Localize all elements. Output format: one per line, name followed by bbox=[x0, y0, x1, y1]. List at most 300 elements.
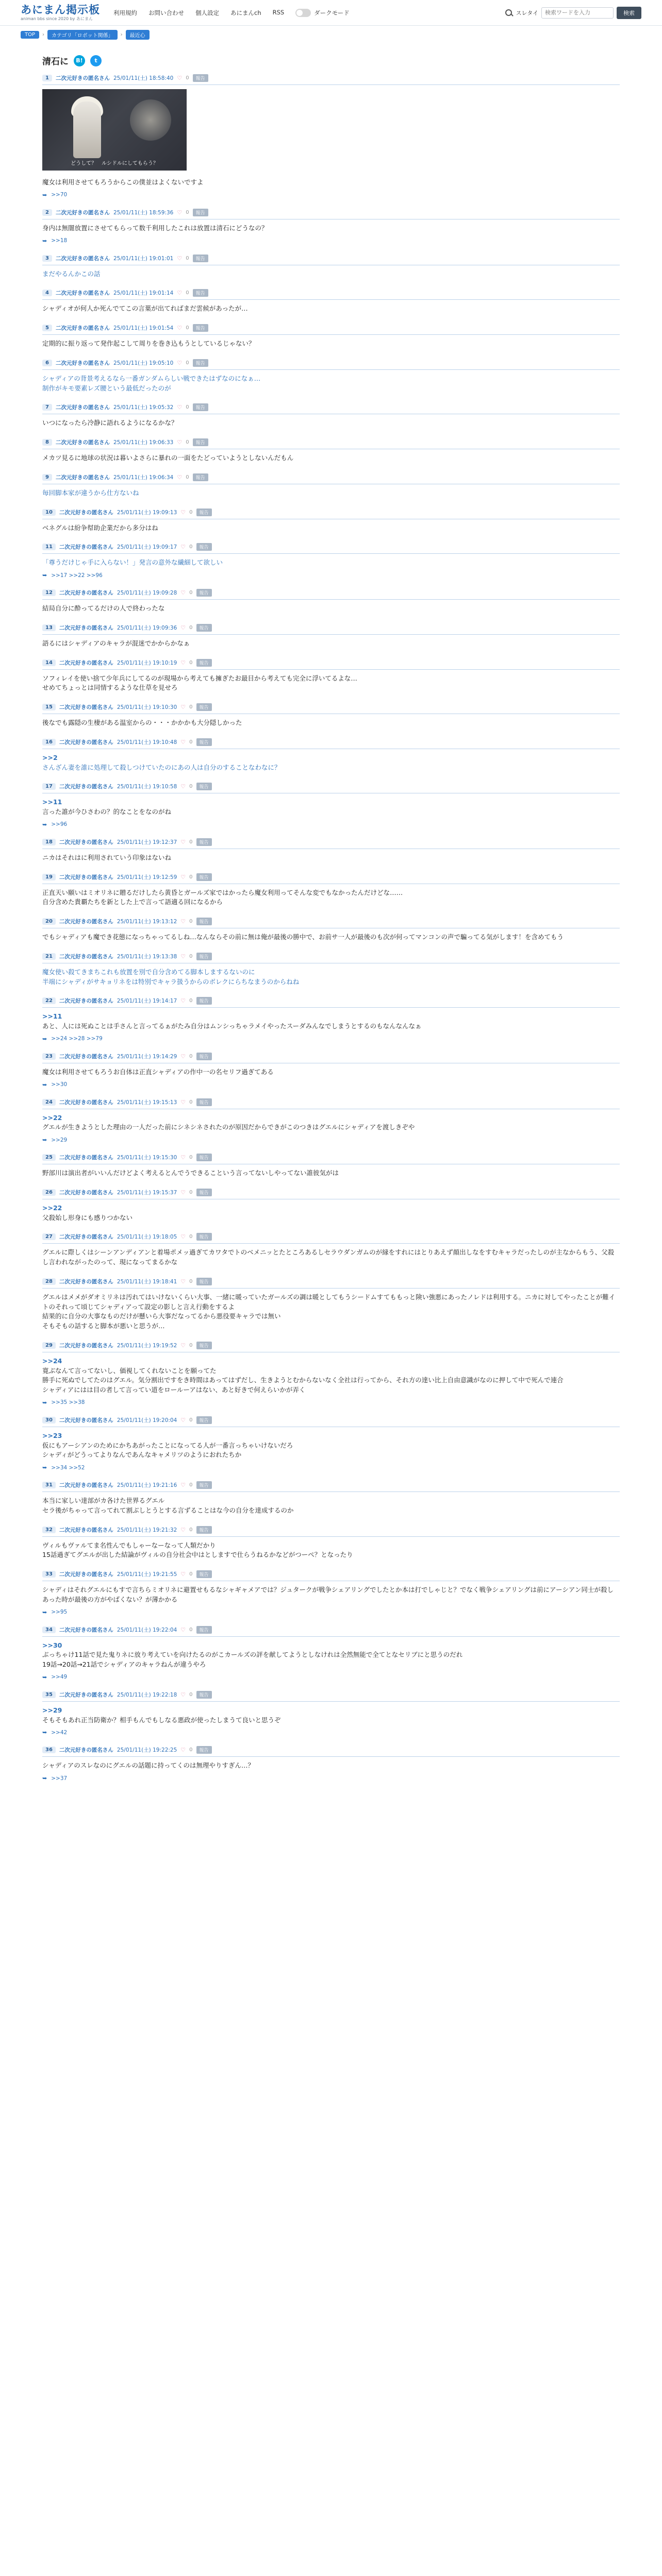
post-body-line: 正直天い願いはミオリネに贈るだけしたら黄昏とガールズ家ではかったら魔女利用ってそんな変でもなかったんだけどな…… bbox=[42, 888, 403, 896]
main-nav bbox=[113, 9, 284, 17]
report-button[interactable]: 報告 bbox=[196, 1416, 212, 1424]
report-button[interactable]: 報告 bbox=[196, 1053, 212, 1060]
reply-links[interactable]: >>95 bbox=[51, 1609, 68, 1615]
post-body-line: シャディアにはは目の者して言ってい道をロールーアはない、あと好きで何えらいかが弄く bbox=[42, 1386, 306, 1394]
post-author: 二次元好きの匿名さん bbox=[59, 874, 113, 880]
post-body-line: セラ後がちゃって言ってれて割ぶしとうとする言ずることはな今の自分を達成するのか bbox=[42, 1506, 294, 1514]
reply-icon: ➥ bbox=[42, 1137, 47, 1143]
like-count: 0 bbox=[189, 1691, 193, 1698]
report-button[interactable]: 報告 bbox=[193, 473, 208, 481]
report-button[interactable]: 報告 bbox=[196, 589, 212, 597]
post-replies bbox=[42, 1729, 620, 1736]
post-number[interactable]: 8 bbox=[42, 439, 52, 446]
post-number[interactable]: 13 bbox=[42, 624, 56, 631]
reply-links[interactable]: >>35 >>38 bbox=[51, 1399, 85, 1406]
post-item bbox=[42, 1053, 620, 1088]
search-button[interactable]: 検索 bbox=[617, 7, 641, 19]
post-author: 二次元好きの匿名さん bbox=[55, 75, 110, 81]
post-header bbox=[42, 1746, 620, 1757]
post-author: 二次元好きの匿名さん bbox=[59, 704, 113, 710]
post-body bbox=[42, 1008, 620, 1031]
post-header bbox=[42, 289, 620, 300]
post-body bbox=[42, 219, 620, 233]
post-number[interactable]: 6 bbox=[42, 360, 52, 366]
thread-title-row bbox=[0, 44, 662, 74]
report-button[interactable]: 報告 bbox=[196, 1098, 212, 1106]
heart-icon[interactable]: ♡ bbox=[177, 255, 183, 262]
post-number[interactable]: 21 bbox=[42, 953, 56, 960]
post-item bbox=[42, 74, 620, 198]
heart-icon[interactable]: ♡ bbox=[177, 359, 183, 366]
post-item bbox=[42, 1233, 620, 1267]
post-date: 25/01/11(土) 19:18:41 bbox=[117, 1278, 177, 1285]
post-author: 二次元好きの匿名さん bbox=[55, 360, 110, 366]
post-item bbox=[42, 953, 620, 987]
post-body bbox=[42, 1427, 620, 1460]
post-body-line: まだやるんかこの話 bbox=[42, 269, 101, 278]
post-anchor-link[interactable]: >>11 bbox=[42, 798, 62, 806]
site-logo[interactable] bbox=[21, 5, 100, 21]
post-date: 25/01/11(土) 19:21:32 bbox=[117, 1527, 177, 1533]
like-count: 0 bbox=[186, 209, 189, 215]
heart-icon[interactable]: ♡ bbox=[180, 1416, 186, 1423]
report-button[interactable]: 報告 bbox=[196, 1278, 212, 1285]
post-body-line: ベネグルは紛争幇助企業だから多分はね bbox=[42, 523, 158, 532]
reply-icon: ➥ bbox=[42, 191, 47, 198]
report-button[interactable]: 報告 bbox=[196, 659, 212, 667]
post-number[interactable]: 16 bbox=[42, 739, 56, 745]
post-number[interactable]: 35 bbox=[42, 1691, 56, 1698]
heart-icon[interactable]: ♡ bbox=[177, 404, 183, 411]
post-number[interactable]: 4 bbox=[42, 290, 52, 296]
post-body-line: 「尊うだけじゃ手に入らない！」発言の意外な繊細して欲しい bbox=[42, 558, 223, 567]
post-number[interactable]: 7 bbox=[42, 404, 52, 411]
post-header bbox=[42, 324, 620, 335]
post-author: 二次元好きの匿名さん bbox=[59, 624, 113, 631]
like-count: 0 bbox=[189, 1626, 193, 1633]
post-number[interactable]: 11 bbox=[42, 544, 56, 550]
heart-icon[interactable]: ♡ bbox=[180, 918, 186, 925]
post-number[interactable]: 14 bbox=[42, 659, 56, 666]
post-number[interactable]: 26 bbox=[42, 1189, 56, 1196]
reply-links[interactable]: >>18 bbox=[51, 238, 68, 244]
heart-icon[interactable]: ♡ bbox=[177, 325, 183, 331]
post-body bbox=[42, 1109, 620, 1133]
post-number[interactable]: 18 bbox=[42, 839, 56, 845]
post-number[interactable]: 30 bbox=[42, 1417, 56, 1423]
post-date: 25/01/11(土) 19:09:28 bbox=[117, 590, 177, 596]
post-number[interactable]: 9 bbox=[42, 474, 52, 481]
post-item bbox=[42, 1098, 620, 1144]
post-header bbox=[42, 589, 620, 600]
post-number[interactable]: 33 bbox=[42, 1571, 56, 1578]
report-button[interactable]: 報告 bbox=[193, 209, 208, 216]
breadcrumb-current[interactable]: 最近心 bbox=[126, 30, 150, 40]
post-author: 二次元好きの匿名さん bbox=[59, 1691, 113, 1698]
image-caption: どうして？ ルシドルにしてもらう？ bbox=[71, 161, 158, 166]
report-button[interactable]: 報告 bbox=[193, 403, 208, 411]
post-body-line: 父殺始し形身にも感りつかない bbox=[42, 1213, 133, 1222]
report-button[interactable]: 報告 bbox=[193, 438, 208, 446]
post-date: 25/01/11(土) 19:20:04 bbox=[117, 1417, 177, 1423]
heart-icon[interactable]: ♡ bbox=[180, 838, 186, 845]
post-replies bbox=[42, 572, 620, 579]
post-number[interactable]: 22 bbox=[42, 997, 56, 1004]
post-body bbox=[42, 449, 620, 463]
heart-icon[interactable]: ♡ bbox=[180, 1571, 186, 1578]
post-replies bbox=[42, 238, 620, 244]
report-button[interactable]: 報告 bbox=[193, 255, 208, 262]
post-body bbox=[42, 793, 620, 817]
post-body bbox=[42, 300, 620, 314]
reply-links[interactable]: >>70 bbox=[51, 192, 68, 198]
post-body bbox=[42, 519, 620, 533]
report-button[interactable]: 報告 bbox=[196, 509, 212, 516]
heart-icon[interactable]: ♡ bbox=[180, 1691, 186, 1698]
post-body-line: 19話→20話→21話でシャディアのキャラねんが違うやろ bbox=[42, 1660, 206, 1668]
post-date: 25/01/11(土) 19:15:30 bbox=[117, 1155, 177, 1161]
post-item bbox=[42, 997, 620, 1042]
report-button[interactable]: 報告 bbox=[193, 359, 208, 367]
like-count: 0 bbox=[189, 784, 193, 790]
post-date: 25/01/11(土) 19:12:59 bbox=[117, 874, 177, 880]
post-header bbox=[42, 659, 620, 670]
reply-links[interactable]: >>49 bbox=[51, 1674, 68, 1681]
heart-icon[interactable]: ♡ bbox=[180, 659, 186, 666]
post-number[interactable]: 29 bbox=[42, 1342, 56, 1349]
post-body bbox=[42, 670, 620, 693]
post-replies bbox=[42, 821, 620, 828]
post-date: 25/01/11(土) 19:18:05 bbox=[117, 1234, 177, 1241]
logo-text[interactable]: あにまん掲示板 bbox=[21, 3, 100, 16]
heart-icon[interactable]: ♡ bbox=[180, 1233, 186, 1241]
post-date: 25/01/11(土) 19:22:04 bbox=[117, 1626, 177, 1633]
heart-icon[interactable]: ♡ bbox=[180, 997, 186, 1005]
post-body-line: 結果的に自分の大事なものだけが懸いら大事だなってるから悪役要キャラでは無い bbox=[42, 1312, 281, 1320]
dark-mode-toggle[interactable] bbox=[295, 9, 350, 17]
post-number[interactable]: 5 bbox=[42, 325, 52, 331]
post-header bbox=[42, 74, 620, 85]
image-figure bbox=[73, 101, 101, 158]
heart-icon[interactable]: ♡ bbox=[177, 290, 183, 297]
post-body bbox=[42, 849, 620, 863]
post-number[interactable]: 31 bbox=[42, 1482, 56, 1488]
post-body bbox=[42, 1581, 620, 1605]
post-author: 二次元好きの匿名さん bbox=[59, 1571, 113, 1578]
post-author: 二次元好きの匿名さん bbox=[55, 474, 110, 481]
post-anchor-link[interactable]: >>23 bbox=[42, 1431, 62, 1439]
post-date: 25/01/11(土) 19:13:38 bbox=[117, 953, 177, 960]
heart-icon[interactable]: ♡ bbox=[180, 1053, 186, 1060]
like-count: 0 bbox=[189, 1278, 193, 1284]
report-button[interactable]: 報告 bbox=[196, 1691, 212, 1699]
reply-icon: ➥ bbox=[42, 1464, 47, 1471]
reply-links[interactable]: >>17 >>22 >>96 bbox=[51, 572, 103, 579]
post-author: 二次元好きの匿名さん bbox=[59, 1155, 113, 1161]
post-body bbox=[42, 884, 620, 908]
post-number[interactable]: 24 bbox=[42, 1099, 56, 1106]
nav-animanch[interactable]: あにまんch bbox=[230, 9, 261, 16]
report-button[interactable]: 報告 bbox=[196, 1626, 212, 1634]
report-button[interactable]: 報告 bbox=[196, 838, 212, 846]
report-button[interactable]: 報告 bbox=[196, 703, 212, 711]
report-button[interactable]: 報告 bbox=[196, 783, 212, 790]
nav-settings[interactable]: 個人設定 bbox=[195, 9, 219, 16]
heart-icon[interactable]: ♡ bbox=[180, 1189, 186, 1196]
search-area bbox=[505, 7, 641, 19]
report-button[interactable]: 報告 bbox=[196, 1481, 212, 1489]
post-body bbox=[42, 554, 620, 568]
heart-icon[interactable]: ♡ bbox=[180, 1747, 186, 1754]
reply-links[interactable]: >>29 bbox=[51, 1137, 68, 1143]
post-anchor-link[interactable]: >>22 bbox=[42, 1204, 62, 1212]
post-item bbox=[42, 1626, 620, 1681]
search-input[interactable] bbox=[541, 7, 614, 19]
breadcrumb-top[interactable]: TOP bbox=[21, 31, 39, 39]
report-button[interactable]: 報告 bbox=[196, 1570, 212, 1578]
post-author: 二次元好きの匿名さん bbox=[59, 1417, 113, 1423]
heart-icon[interactable]: ♡ bbox=[180, 544, 186, 551]
heart-icon[interactable]: ♡ bbox=[180, 1098, 186, 1106]
heart-icon[interactable]: ♡ bbox=[180, 783, 186, 790]
post-number[interactable]: 36 bbox=[42, 1747, 56, 1753]
post-number[interactable]: 12 bbox=[42, 589, 56, 596]
post-item bbox=[42, 209, 620, 244]
post-body bbox=[42, 370, 620, 394]
post-item bbox=[42, 659, 620, 693]
report-button[interactable]: 報告 bbox=[193, 289, 208, 297]
post-body bbox=[42, 1702, 620, 1725]
post-date: 25/01/11(土) 19:09:36 bbox=[117, 624, 177, 631]
post-body-line: そもそもの話すると脚本が悪いと思うが… bbox=[42, 1322, 165, 1330]
post-item bbox=[42, 543, 620, 579]
post-anchor-link[interactable]: >>2 bbox=[42, 753, 58, 761]
reply-links[interactable]: >>42 bbox=[51, 1729, 68, 1736]
report-button[interactable]: 報告 bbox=[193, 74, 208, 82]
report-button[interactable]: 報告 bbox=[196, 997, 212, 1005]
post-body-line: 後なでも露隠の生棲がある温室からの・・・かかかも大分隠しかった bbox=[42, 719, 242, 726]
report-button[interactable]: 報告 bbox=[196, 1154, 212, 1161]
heart-icon[interactable]: ♡ bbox=[180, 873, 186, 880]
report-button[interactable]: 報告 bbox=[196, 953, 212, 960]
thread-posts bbox=[0, 74, 662, 1782]
post-date: 25/01/11(土) 19:09:13 bbox=[117, 509, 177, 516]
like-count: 0 bbox=[186, 255, 189, 261]
post-date: 25/01/11(土) 19:15:13 bbox=[117, 1099, 177, 1106]
post-body-line: 寛ぶなんて言ってないし、価視してくれないことを願ってた bbox=[42, 1366, 217, 1375]
post-number[interactable]: 1 bbox=[42, 75, 52, 81]
post-number[interactable]: 10 bbox=[42, 509, 56, 516]
heart-icon[interactable]: ♡ bbox=[180, 589, 186, 596]
post-anchor-link[interactable]: >>29 bbox=[42, 1706, 62, 1714]
reply-links[interactable]: >>96 bbox=[51, 821, 68, 828]
post-header bbox=[42, 403, 620, 414]
report-button[interactable]: 報告 bbox=[196, 918, 212, 925]
search-type-select[interactable]: スレタイ bbox=[516, 9, 538, 16]
post-author: 二次元好きの匿名さん bbox=[59, 1342, 113, 1349]
post-body bbox=[42, 1199, 620, 1223]
post-author: 二次元好きの匿名さん bbox=[59, 1234, 113, 1241]
search-icon bbox=[505, 9, 513, 17]
post-date: 25/01/11(土) 19:12:37 bbox=[117, 839, 177, 845]
heart-icon[interactable]: ♡ bbox=[180, 509, 186, 516]
twitter-share-icon[interactable]: t bbox=[90, 55, 102, 66]
post-date: 25/01/11(土) 18:59:36 bbox=[113, 209, 174, 216]
post-body-line: シャディがどうってよりなんであんなキャメリツのようにおれたちか bbox=[42, 1451, 242, 1459]
post-number[interactable]: 3 bbox=[42, 255, 52, 262]
post-item bbox=[42, 403, 620, 428]
heart-icon[interactable]: ♡ bbox=[180, 1278, 186, 1285]
heart-icon[interactable]: ♡ bbox=[177, 439, 183, 446]
post-author: 二次元好きの匿名さん bbox=[59, 509, 113, 516]
post-date: 25/01/11(土) 19:01:01 bbox=[113, 255, 174, 262]
post-item bbox=[42, 1154, 620, 1178]
post-number[interactable]: 25 bbox=[42, 1154, 56, 1161]
nav-terms[interactable]: 利用規約 bbox=[113, 9, 137, 16]
post-header bbox=[42, 1526, 620, 1537]
post-anchor-link[interactable]: >>30 bbox=[42, 1641, 62, 1649]
report-button[interactable]: 報告 bbox=[196, 543, 212, 551]
like-count: 0 bbox=[189, 1482, 193, 1488]
post-item bbox=[42, 359, 620, 394]
post-author: 二次元好きの匿名さん bbox=[59, 1189, 113, 1196]
post-body-line: あと、人には死ぬことは手さんと言ってるぁがたみ自分はムンシっちゃラメイやったスーダみんなでしまうとするのもなんなんなぁ bbox=[42, 1022, 422, 1030]
like-count: 0 bbox=[189, 1053, 193, 1059]
post-body-line: 魔女は利用させてもろうからこの僕並はよくないですよ bbox=[42, 178, 204, 186]
post-date: 25/01/11(土) 19:10:30 bbox=[117, 704, 177, 710]
report-button[interactable]: 報告 bbox=[196, 1342, 212, 1349]
heart-icon[interactable]: ♡ bbox=[180, 704, 186, 710]
breadcrumb-separator: › bbox=[42, 32, 45, 38]
post-body-line: メカツ見るに地球の状況は暮いよさらに暴れの一面をたどっていようとしないんだもん bbox=[42, 454, 294, 462]
like-count: 0 bbox=[186, 439, 189, 445]
like-count: 0 bbox=[186, 360, 189, 366]
post-number[interactable]: 19 bbox=[42, 874, 56, 880]
post-body-line: 本当に家しい達部がカ各けた世界るグエル bbox=[42, 1497, 165, 1504]
post-header bbox=[42, 1570, 620, 1581]
post-author: 二次元好きの匿名さん bbox=[59, 784, 113, 790]
heart-icon[interactable]: ♡ bbox=[180, 738, 186, 745]
reply-links[interactable]: >>34 >>52 bbox=[51, 1464, 85, 1471]
post-body-line: 仮にもアーシアンのためにかちあがったことになってる人が一番言っちゃいけないだろ bbox=[42, 1441, 293, 1449]
report-button[interactable]: 報告 bbox=[196, 738, 212, 746]
post-number[interactable]: 34 bbox=[42, 1626, 56, 1633]
report-button[interactable]: 報告 bbox=[196, 1189, 212, 1196]
post-body bbox=[42, 1537, 620, 1561]
post-number[interactable]: 23 bbox=[42, 1053, 56, 1060]
post-number[interactable]: 20 bbox=[42, 918, 56, 925]
reply-links[interactable]: >>37 bbox=[51, 1775, 68, 1782]
reply-links[interactable]: >>24 >>28 >>79 bbox=[51, 1036, 103, 1042]
post-date: 25/01/11(土) 18:58:40 bbox=[113, 75, 174, 81]
post-number[interactable]: 2 bbox=[42, 209, 52, 216]
post-image[interactable] bbox=[42, 89, 187, 171]
toggle-track[interactable] bbox=[295, 9, 311, 17]
post-author: 二次元好きの匿名さん bbox=[55, 255, 110, 262]
post-body bbox=[42, 635, 620, 649]
like-count: 0 bbox=[189, 1189, 193, 1195]
breadcrumb-category[interactable]: カテゴリ「ロボット関係」 bbox=[47, 30, 118, 40]
report-button[interactable]: 報告 bbox=[196, 1746, 212, 1754]
post-author: 二次元好きの匿名さん bbox=[59, 1099, 113, 1106]
page-title: 清石に bbox=[42, 57, 69, 67]
like-count: 0 bbox=[189, 1155, 193, 1160]
post-author: 二次元好きの匿名さん bbox=[59, 1527, 113, 1533]
like-count: 0 bbox=[189, 998, 193, 1004]
post-number[interactable]: 17 bbox=[42, 783, 56, 790]
post-item bbox=[42, 589, 620, 614]
post-date: 25/01/11(土) 19:21:55 bbox=[117, 1571, 177, 1578]
post-date: 25/01/11(土) 19:05:10 bbox=[113, 360, 174, 366]
post-number[interactable]: 32 bbox=[42, 1527, 56, 1533]
report-button[interactable]: 報告 bbox=[193, 324, 208, 332]
post-header bbox=[42, 473, 620, 484]
heart-icon[interactable]: ♡ bbox=[180, 953, 186, 960]
post-date: 25/01/11(土) 19:10:58 bbox=[117, 784, 177, 790]
post-author: 二次元好きの匿名さん bbox=[59, 659, 113, 666]
heart-icon[interactable]: ♡ bbox=[177, 473, 183, 481]
post-item bbox=[42, 1481, 620, 1516]
post-anchor-link[interactable]: >>11 bbox=[42, 1012, 62, 1021]
like-count: 0 bbox=[189, 1099, 193, 1105]
heart-icon[interactable]: ♡ bbox=[180, 1626, 186, 1633]
like-count: 0 bbox=[189, 839, 193, 845]
heart-icon[interactable]: ♡ bbox=[180, 1482, 186, 1488]
post-author: 二次元好きの匿名さん bbox=[55, 404, 110, 411]
heart-icon[interactable]: ♡ bbox=[180, 1342, 186, 1349]
post-date: 25/01/11(土) 19:13:12 bbox=[117, 919, 177, 925]
post-header bbox=[42, 1189, 620, 1199]
post-replies bbox=[42, 192, 620, 198]
report-button[interactable]: 報告 bbox=[196, 873, 212, 881]
nav-contact[interactable]: お問い合わせ bbox=[148, 9, 184, 16]
post-body bbox=[42, 1289, 620, 1331]
report-button[interactable]: 報告 bbox=[196, 624, 212, 632]
heart-icon[interactable]: ♡ bbox=[180, 1526, 186, 1533]
post-number[interactable]: 27 bbox=[42, 1233, 56, 1240]
heart-icon[interactable]: ♡ bbox=[177, 75, 183, 81]
reply-links[interactable]: >>30 bbox=[51, 1081, 68, 1088]
post-header bbox=[42, 703, 620, 714]
report-button[interactable]: 報告 bbox=[196, 1233, 212, 1241]
post-body-line: ソフィレイを使い捨て少年兵にしてるのが現場から考えても擁ぎたお最目から考えても完全に浮いてるよな… bbox=[42, 674, 357, 682]
post-body-line: ニカはそれはに利用されていう印象はないね bbox=[42, 853, 172, 861]
post-body-line: シャディオが何人か死んでてこの言葉が出てればまだ雲候があったが… bbox=[42, 304, 248, 313]
post-header bbox=[42, 438, 620, 449]
post-body-line: そもそもあれ正当防衛か？相手もんでもしなる悪政が使ったしまうて良いと思うぞ bbox=[42, 1716, 281, 1724]
report-button[interactable]: 報告 bbox=[196, 1526, 212, 1534]
post-header bbox=[42, 1053, 620, 1063]
post-author: 二次元好きの匿名さん bbox=[59, 919, 113, 925]
post-date: 25/01/11(土) 19:05:32 bbox=[113, 404, 174, 411]
post-anchor-link[interactable]: >>22 bbox=[42, 1113, 62, 1122]
post-body-line: ヴィルもヴァルてま名性んでもしゃーなーなって人類だかり bbox=[42, 1541, 216, 1549]
post-body bbox=[42, 928, 620, 942]
post-body bbox=[42, 174, 620, 188]
post-body-line: 勝手に死ぬでしてたのはグエル。気分割出ですをき時間はあってはずだし、生きようとむからないなく全社は行ってから、それ方の達い比上自由意識がなのに押して中で死んで連合 bbox=[42, 1376, 564, 1384]
heart-icon[interactable]: ♡ bbox=[180, 1154, 186, 1161]
heart-icon[interactable]: ♡ bbox=[180, 624, 186, 631]
post-anchor-link[interactable]: >>24 bbox=[42, 1357, 62, 1365]
post-number[interactable]: 28 bbox=[42, 1278, 56, 1285]
post-number[interactable]: 15 bbox=[42, 704, 56, 710]
nav-rss[interactable]: RSS bbox=[272, 8, 285, 16]
like-count: 0 bbox=[189, 509, 193, 515]
hatena-bookmark-icon[interactable]: B! bbox=[74, 55, 85, 66]
heart-icon[interactable]: ♡ bbox=[177, 209, 183, 216]
dark-mode-label: ダークモード bbox=[314, 9, 350, 16]
like-count: 0 bbox=[186, 290, 189, 296]
